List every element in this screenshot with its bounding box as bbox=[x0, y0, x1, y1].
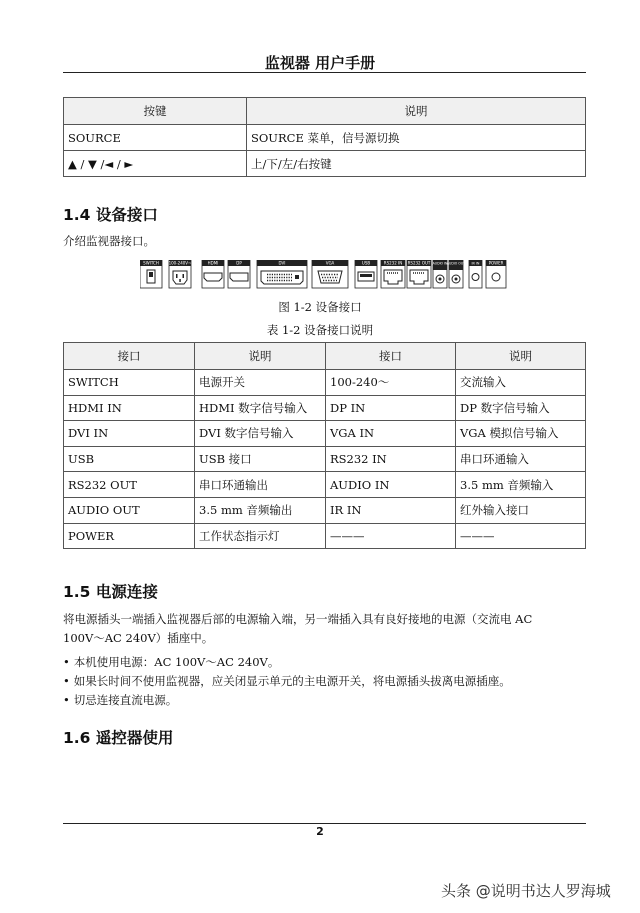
table-cell: ——— bbox=[326, 523, 456, 549]
rs232-in-port bbox=[381, 260, 405, 288]
section-heading-1-5: 1.5 电源连接 bbox=[63, 583, 158, 601]
dp-port bbox=[228, 260, 250, 288]
table-cell: 3.5 mm 音频输入 bbox=[456, 472, 586, 498]
panel-label: USB bbox=[361, 260, 371, 266]
table-cell: 电源开关 bbox=[195, 370, 326, 396]
table-cell: USB 接口 bbox=[195, 446, 326, 472]
panel-label: RS232 OUT bbox=[407, 260, 431, 266]
section-heading-1-6: 1.6 遥控器使用 bbox=[63, 729, 174, 747]
table-row bbox=[64, 151, 586, 177]
table-cell: DP IN bbox=[326, 395, 456, 421]
panel-label: SWITCH bbox=[143, 260, 159, 266]
table-cell: 100-240～ bbox=[326, 370, 456, 396]
table-cell: ▲ / ▼ /◄ / ► bbox=[64, 151, 247, 177]
switch-port bbox=[140, 260, 162, 288]
table-cell: POWER bbox=[64, 523, 195, 549]
table-cell: DVI 数字信号输入 bbox=[195, 421, 326, 447]
ports-table bbox=[63, 342, 586, 549]
bullet-list bbox=[63, 653, 511, 710]
table-row bbox=[64, 421, 586, 447]
watermark: 头条 @说明书达人罗海城 bbox=[441, 882, 611, 900]
section-intro: 介绍监视器接口。 bbox=[63, 234, 155, 248]
panel-label: IR IN bbox=[471, 261, 480, 266]
table-row bbox=[64, 497, 586, 523]
table-cell: 交流输入 bbox=[456, 370, 586, 396]
table-row bbox=[64, 523, 586, 549]
table-cell: IR IN bbox=[326, 497, 456, 523]
table-cell: 上/下/左/右按键 bbox=[247, 151, 586, 177]
vga-port bbox=[312, 260, 348, 288]
hdmi-port bbox=[202, 260, 224, 288]
list-item: • 如果长时间不使用监视器，应关闭显示单元的主电源开关，将电源插头拔离电源插座。 bbox=[63, 672, 511, 691]
audio-out-port bbox=[447, 260, 465, 288]
ir-in-port bbox=[469, 260, 482, 288]
panel-label: HDMI bbox=[207, 260, 219, 266]
keys-table bbox=[63, 97, 586, 177]
table-cell: AUDIO OUT bbox=[64, 497, 195, 523]
list-item: • 本机使用电源：AC 100V～AC 240V。 bbox=[63, 653, 511, 672]
usb-port bbox=[355, 260, 377, 288]
table-cell: SOURCE bbox=[64, 125, 247, 151]
table-row bbox=[64, 446, 586, 472]
table-cell: 工作状态指示灯 bbox=[195, 523, 326, 549]
column-header: 说明 bbox=[195, 343, 326, 370]
rs232-out-port bbox=[407, 260, 431, 288]
table-header-row bbox=[64, 343, 586, 370]
panel-label: RS232 IN bbox=[383, 260, 403, 266]
column-header: 说明 bbox=[456, 343, 586, 370]
table-header-row bbox=[64, 98, 586, 125]
table-row bbox=[64, 125, 586, 151]
section-heading-1-4: 1.4 设备接口 bbox=[63, 206, 158, 224]
table-cell: SOURCE 菜单，信号源切换 bbox=[247, 125, 586, 151]
table-cell: DP 数字信号输入 bbox=[456, 395, 586, 421]
table-cell: RS232 OUT bbox=[64, 472, 195, 498]
table-cell: AUDIO IN bbox=[326, 472, 456, 498]
table-caption: 表 1-2 设备接口说明 bbox=[266, 323, 374, 337]
power-indicator bbox=[486, 260, 506, 288]
table-cell: RS232 IN bbox=[326, 446, 456, 472]
panel-label: AUDIO IN bbox=[432, 261, 448, 266]
table-row bbox=[64, 395, 586, 421]
table-row bbox=[64, 472, 586, 498]
table-cell: VGA IN bbox=[326, 421, 456, 447]
panel-label: 100-240V~ bbox=[168, 260, 192, 266]
column-header: 接口 bbox=[326, 343, 456, 370]
table-cell: 串口环通输出 bbox=[195, 472, 326, 498]
table-cell: DVI IN bbox=[64, 421, 195, 447]
table-cell: USB bbox=[64, 446, 195, 472]
table-cell: 3.5 mm 音频输出 bbox=[195, 497, 326, 523]
table-cell: ——— bbox=[456, 523, 586, 549]
ac-input-port bbox=[169, 260, 192, 288]
panel-label: POWER bbox=[488, 260, 504, 266]
dvi-port bbox=[257, 260, 307, 288]
table-cell: VGA 模拟信号输入 bbox=[456, 421, 586, 447]
paragraph-line: 100V～AC 240V）插座中。 bbox=[63, 631, 214, 645]
table-cell: HDMI IN bbox=[64, 395, 195, 421]
figure-caption: 图 1-2 设备接口 bbox=[278, 300, 362, 314]
table-row bbox=[64, 370, 586, 396]
audio-in-port bbox=[433, 260, 448, 288]
table-cell: SWITCH bbox=[64, 370, 195, 396]
panel-label: AUDIO OUT bbox=[446, 261, 466, 266]
column-header: 说明 bbox=[247, 98, 586, 125]
header-rule bbox=[63, 72, 586, 73]
table-cell: 红外输入接口 bbox=[456, 497, 586, 523]
page-header-title: 监视器 用户手册 bbox=[264, 54, 376, 72]
paragraph-line: 将电源插头一端插入监视器后部的电源输入端，另一端插入具有良好接地的电源（交流电 AC bbox=[63, 612, 533, 626]
list-item: • 切忌连接直流电源。 bbox=[63, 691, 511, 710]
footer-rule bbox=[63, 823, 586, 824]
page-number: 2 bbox=[316, 825, 324, 838]
panel-label: DP bbox=[236, 260, 242, 266]
table-cell: 串口环通输入 bbox=[456, 446, 586, 472]
panel-label: DVI bbox=[278, 260, 286, 266]
panel-label: VGA bbox=[325, 260, 335, 266]
column-header: 按键 bbox=[64, 98, 247, 125]
device-interface-panel bbox=[140, 260, 508, 290]
column-header: 接口 bbox=[64, 343, 195, 370]
table-cell: HDMI 数字信号输入 bbox=[195, 395, 326, 421]
